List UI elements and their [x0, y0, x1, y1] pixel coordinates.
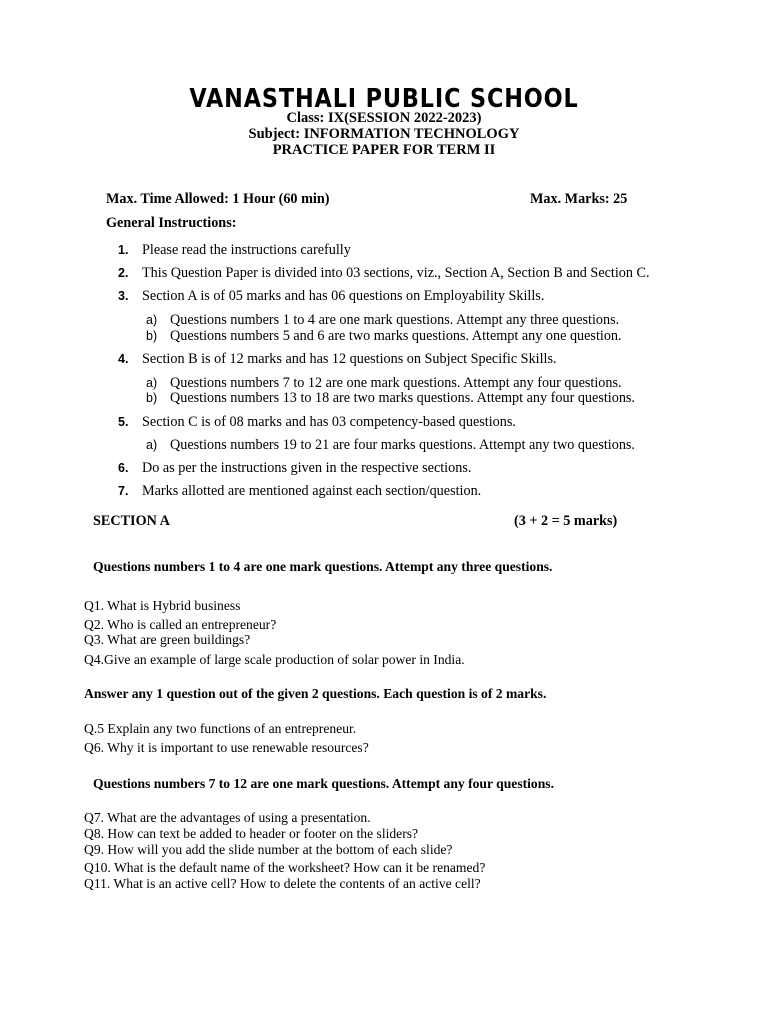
- question-q11: Q11. What is an active cell? How to delete the contents of an active cell?: [84, 876, 481, 891]
- subitem-text: Questions numbers 7 to 12 are one mark questions. Attempt any four questions.: [170, 375, 622, 391]
- subitem-letter: b): [146, 391, 158, 405]
- instruction-item: [118, 241, 351, 259]
- section-a-marks: (3 + 2 = 5 marks): [514, 513, 618, 529]
- instruction-number: 7.: [118, 484, 129, 498]
- question-q1: Q1. What is Hybrid business: [84, 598, 241, 613]
- instruction-text: Section A is of 05 marks and has 06 questions on Employability Skills.: [142, 288, 545, 304]
- subitem-letter: a): [146, 313, 158, 327]
- section-a-instruction-2: Answer any 1 question out of the given 2 questions. Each question is of 2 marks.: [84, 686, 547, 701]
- instruction-item: [118, 350, 557, 368]
- question-q3: Q3. What are green buildings?: [84, 632, 251, 647]
- question-q2: Q2. Who is called an entrepreneur?: [84, 617, 277, 632]
- max-time: Max. Time Allowed: 1 Hour (60 min): [106, 191, 330, 207]
- subitem-letter: a): [146, 438, 158, 452]
- instruction-item: [118, 482, 481, 500]
- instruction-text: Do as per the instructions given in the respective sections.: [142, 460, 472, 476]
- instruction-subitem: [146, 436, 635, 454]
- question-q6: Q6. Why it is important to use renewable resources?: [84, 740, 369, 755]
- instruction-item: [118, 413, 516, 431]
- instruction-item: [118, 459, 471, 477]
- subitem-text: Questions numbers 1 to 4 are one mark questions. Attempt any three questions.: [170, 312, 620, 328]
- instruction-subitem: [146, 389, 635, 407]
- instruction-text: Please read the instructions carefully: [142, 242, 351, 258]
- question-q9: Q9. How will you add the slide number at the bottom of each slide?: [84, 842, 453, 857]
- section-a-instruction-1: Questions numbers 1 to 4 are one mark questions. Attempt any three questions.: [93, 559, 553, 574]
- question-q5: Q.5 Explain any two functions of an entrepreneur.: [84, 721, 357, 736]
- paper-title: PRACTICE PAPER FOR TERM II: [272, 142, 496, 158]
- subject-line: Subject: INFORMATION TECHNOLOGY: [248, 126, 520, 142]
- subitem-letter: b): [146, 329, 158, 343]
- question-q8: Q8. How can text be added to header or footer on the sliders?: [84, 826, 419, 841]
- instruction-text: Section B is of 12 marks and has 12 questions on Subject Specific Skills.: [142, 351, 557, 367]
- question-q10: Q10. What is the default name of the worksheet? How can it be renamed?: [84, 860, 486, 875]
- instruction-subitem: [146, 327, 622, 345]
- instructions-heading: General Instructions:: [106, 215, 237, 231]
- instruction-number: 6.: [118, 461, 129, 475]
- instruction-number: 4.: [118, 352, 129, 366]
- instruction-item: [118, 287, 544, 305]
- question-q7: Q7. What are the advantages of using a presentation.: [84, 810, 371, 825]
- instruction-text: Section C is of 08 marks and has 03 competency-based questions.: [142, 414, 516, 430]
- max-marks: Max. Marks: 25: [530, 191, 628, 207]
- class-line: Class: IX(SESSION 2022-2023): [286, 110, 482, 126]
- instruction-item: [118, 264, 650, 282]
- subitem-text: Questions numbers 19 to 21 are four marks questions. Attempt any two questions.: [170, 437, 635, 453]
- subitem-text: Questions numbers 13 to 18 are two marks questions. Attempt any four questions.: [170, 390, 635, 406]
- subitem-letter: a): [146, 376, 158, 390]
- instruction-number: 2.: [118, 266, 129, 280]
- instruction-number: 1.: [118, 243, 129, 257]
- subitem-text: Questions numbers 5 and 6 are two marks questions. Attempt any one question.: [170, 328, 622, 344]
- instruction-number: 3.: [118, 289, 129, 303]
- instruction-text: This Question Paper is divided into 03 sections, viz., Section A, Section B and Section C.: [142, 265, 650, 281]
- question-q4: Q4.Give an example of large scale production of solar power in India.: [84, 652, 465, 667]
- instruction-number: 5.: [118, 415, 129, 429]
- section-a-title: SECTION A: [93, 513, 170, 529]
- instruction-text: Marks allotted are mentioned against each section/question.: [142, 483, 482, 499]
- section-b-instruction-1: Questions numbers 7 to 12 are one mark questions. Attempt any four questions.: [93, 776, 554, 791]
- school-name: VANASTHALI PUBLIC SCHOOL: [189, 84, 579, 114]
